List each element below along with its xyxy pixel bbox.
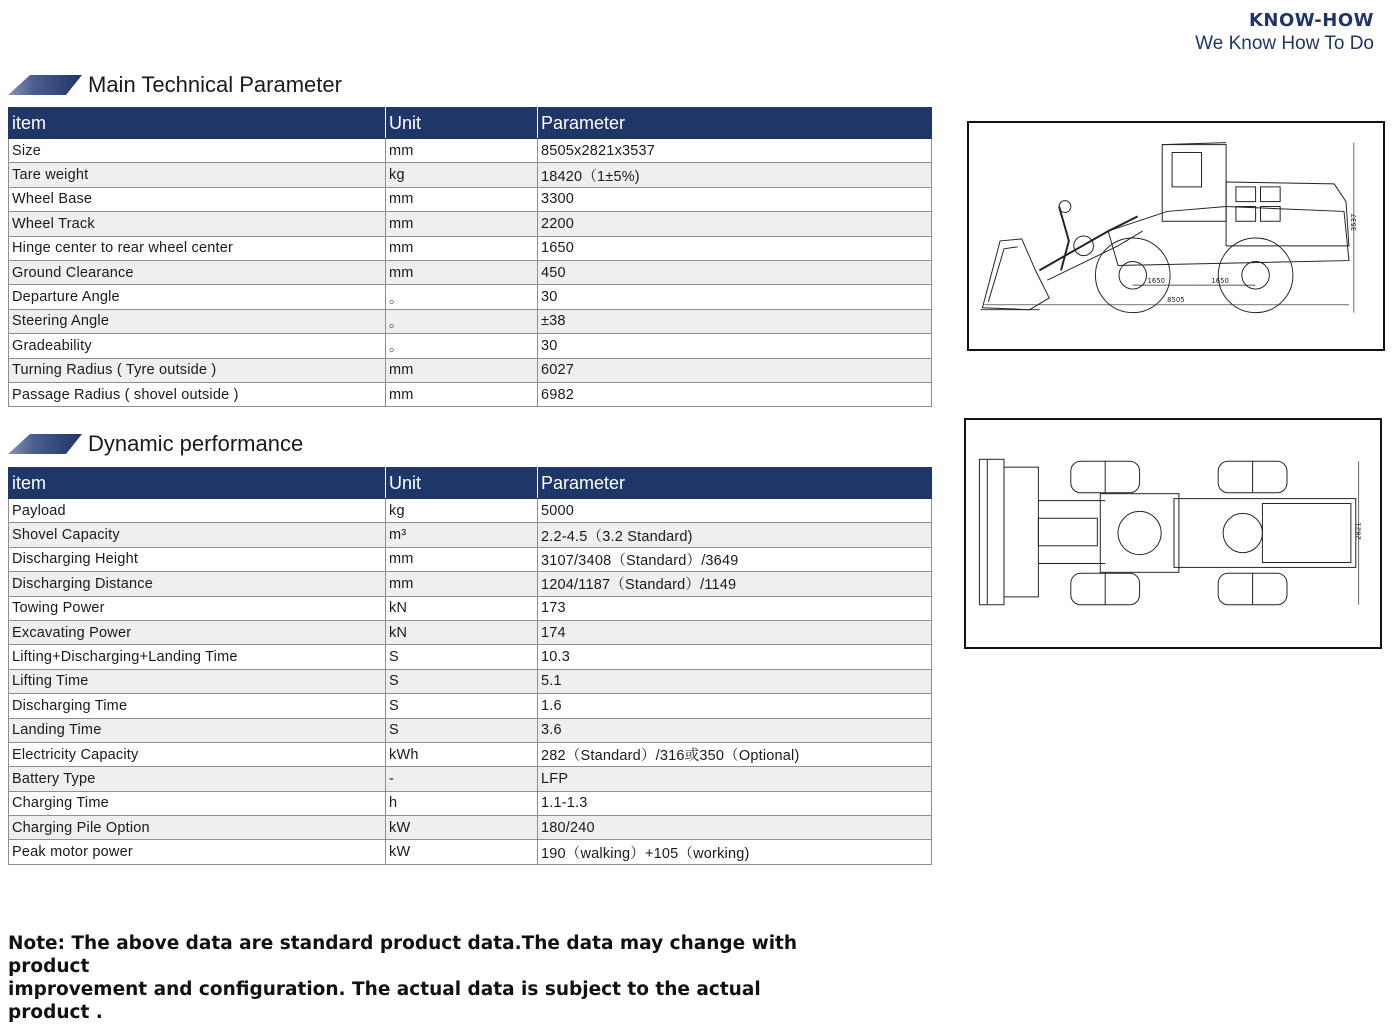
- cell-unit: mm: [386, 139, 538, 163]
- side-view-drawing: [967, 121, 1385, 351]
- cell-item: Gradeability: [9, 334, 386, 358]
- table-row: [9, 260, 932, 284]
- table-row: [9, 499, 932, 523]
- cell-parameter: 3107/3408（Standard）/3649: [538, 547, 932, 571]
- cell-item: Excavating Power: [9, 620, 386, 644]
- table-row: [9, 840, 932, 864]
- main-parameter-table: [8, 107, 932, 407]
- table-row: [9, 742, 932, 766]
- dynamic-performance-table: [8, 467, 932, 865]
- section-dynamic-heading: [8, 430, 303, 458]
- header-parameter: Parameter: [538, 468, 932, 499]
- table-row: [9, 523, 932, 547]
- table-header-row: [9, 468, 932, 499]
- cell-item: Wheel Base: [9, 187, 386, 211]
- cell-unit: mm: [386, 358, 538, 382]
- table-row: [9, 718, 932, 742]
- cell-unit: mm: [386, 572, 538, 596]
- cell-item: Shovel Capacity: [9, 523, 386, 547]
- table-row: [9, 791, 932, 815]
- loader-side-view-illustration: [969, 123, 1383, 349]
- cell-parameter: 282（Standard）/316或350（Optional): [538, 742, 932, 766]
- dim-length-label: 8505: [1167, 295, 1185, 304]
- cell-item: Electricity Capacity: [9, 742, 386, 766]
- cell-parameter: 5000: [538, 499, 932, 523]
- cell-item: Tare weight: [9, 163, 386, 187]
- cell-unit: h: [386, 791, 538, 815]
- cell-item: Discharging Distance: [9, 572, 386, 596]
- table-row: [9, 236, 932, 260]
- cell-parameter: 6982: [538, 382, 932, 406]
- cell-item: Wheel Track: [9, 212, 386, 236]
- table-row: [9, 334, 932, 358]
- cell-parameter: 1.6: [538, 694, 932, 718]
- brand-tagline: We Know How To Do: [1195, 33, 1374, 54]
- cell-unit: mm: [386, 260, 538, 284]
- cell-unit: m³: [386, 523, 538, 547]
- cell-unit: kW: [386, 816, 538, 840]
- cell-parameter: 174: [538, 620, 932, 644]
- cell-unit: mm: [386, 212, 538, 236]
- table-row: [9, 572, 932, 596]
- table-row: [9, 285, 932, 309]
- table-row: [9, 694, 932, 718]
- brand: [1195, 10, 1374, 55]
- cell-item: Discharging Time: [9, 694, 386, 718]
- note-line-2: improvement and configuration. The actual data is subject to the actual product .: [8, 979, 761, 1023]
- cell-unit: mm: [386, 236, 538, 260]
- table-row: [9, 547, 932, 571]
- table-row: [9, 816, 932, 840]
- cell-unit: 。: [386, 285, 538, 309]
- table-row: [9, 620, 932, 644]
- cell-item: Lifting Time: [9, 669, 386, 693]
- cell-item: Size: [9, 139, 386, 163]
- header-item: item: [9, 468, 386, 499]
- cell-unit: kN: [386, 596, 538, 620]
- cell-parameter: 450: [538, 260, 932, 284]
- table-row: [9, 139, 932, 163]
- cell-parameter: 18420（1±5%): [538, 163, 932, 187]
- table-row: [9, 212, 932, 236]
- cell-parameter: 10.3: [538, 645, 932, 669]
- cell-unit: kWh: [386, 742, 538, 766]
- section-dynamic-title: Dynamic performance: [88, 431, 304, 456]
- table-row: [9, 596, 932, 620]
- cell-item: Peak motor power: [9, 840, 386, 864]
- header-parameter: Parameter: [538, 108, 932, 139]
- cell-parameter: 3300: [538, 187, 932, 211]
- dim-height-label: 3537: [1349, 213, 1358, 232]
- cell-item: Departure Angle: [9, 285, 386, 309]
- table-row: [9, 187, 932, 211]
- table-row: [9, 645, 932, 669]
- cell-item: Discharging Height: [9, 547, 386, 571]
- cell-item: Towing Power: [9, 596, 386, 620]
- cell-unit: 。: [386, 309, 538, 333]
- cell-unit: S: [386, 718, 538, 742]
- cell-item: Steering Angle: [9, 309, 386, 333]
- cell-parameter: 8505x2821x3537: [538, 139, 932, 163]
- cell-unit: mm: [386, 187, 538, 211]
- dim-width-label: 2821: [1354, 522, 1363, 540]
- cell-item: Payload: [9, 499, 386, 523]
- table-row: [9, 669, 932, 693]
- cell-parameter: 5.1: [538, 669, 932, 693]
- cell-item: Ground Clearance: [9, 260, 386, 284]
- cell-unit: 。: [386, 334, 538, 358]
- cell-parameter: LFP: [538, 767, 932, 791]
- cell-unit: S: [386, 694, 538, 718]
- cell-parameter: ±38: [538, 309, 932, 333]
- header-unit: Unit: [386, 108, 538, 139]
- table-row: [9, 309, 932, 333]
- cell-parameter: 1.1-1.3: [538, 791, 932, 815]
- section-marker-icon: [8, 75, 82, 95]
- cell-parameter: 2.2-4.5（3.2 Standard): [538, 523, 932, 547]
- header-unit: Unit: [386, 468, 538, 499]
- brand-name: KNOW-HOW: [1248, 10, 1374, 31]
- cell-item: Lifting+Discharging+Landing Time: [9, 645, 386, 669]
- cell-unit: kW: [386, 840, 538, 864]
- cell-parameter: 190（walking）+105（working): [538, 840, 932, 864]
- cell-parameter: 1204/1187（Standard）/1149: [538, 572, 932, 596]
- table-row: [9, 358, 932, 382]
- cell-parameter: 1650: [538, 236, 932, 260]
- cell-unit: S: [386, 669, 538, 693]
- cell-item: Landing Time: [9, 718, 386, 742]
- table-header-row: [9, 108, 932, 139]
- cell-parameter: 3.6: [538, 718, 932, 742]
- cell-unit: kg: [386, 163, 538, 187]
- cell-unit: mm: [386, 547, 538, 571]
- top-view-drawing: [964, 418, 1382, 649]
- cell-parameter: 180/240: [538, 816, 932, 840]
- cell-item: Battery Type: [9, 767, 386, 791]
- cell-unit: -: [386, 767, 538, 791]
- table-row: [9, 382, 932, 406]
- table-row: [9, 163, 932, 187]
- cell-item: Turning Radius ( Tyre outside ): [9, 358, 386, 382]
- cell-item: Hinge center to rear wheel center: [9, 236, 386, 260]
- table-row: [9, 767, 932, 791]
- section-main-heading: [8, 71, 342, 99]
- cell-unit: kg: [386, 499, 538, 523]
- cell-parameter: 2200: [538, 212, 932, 236]
- cell-item: Charging Pile Option: [9, 816, 386, 840]
- cell-parameter: 30: [538, 285, 932, 309]
- disclaimer-note: [8, 932, 828, 1024]
- section-marker-icon: [8, 434, 82, 454]
- note-line-1: Note: The above data are standard product data.The data may change with product: [8, 933, 798, 977]
- cell-parameter: 30: [538, 334, 932, 358]
- dim-hinge-rear-label: 1650: [1211, 277, 1229, 286]
- cell-unit: S: [386, 645, 538, 669]
- loader-top-view-illustration: [966, 420, 1380, 647]
- cell-parameter: 6027: [538, 358, 932, 382]
- dim-hinge-front-label: 1650: [1147, 277, 1165, 286]
- header-item: item: [9, 108, 386, 139]
- cell-unit: mm: [386, 382, 538, 406]
- cell-unit: kN: [386, 620, 538, 644]
- cell-item: Charging Time: [9, 791, 386, 815]
- cell-item: Passage Radius ( shovel outside ): [9, 382, 386, 406]
- section-main-title: Main Technical Parameter: [88, 72, 342, 97]
- cell-parameter: 173: [538, 596, 932, 620]
